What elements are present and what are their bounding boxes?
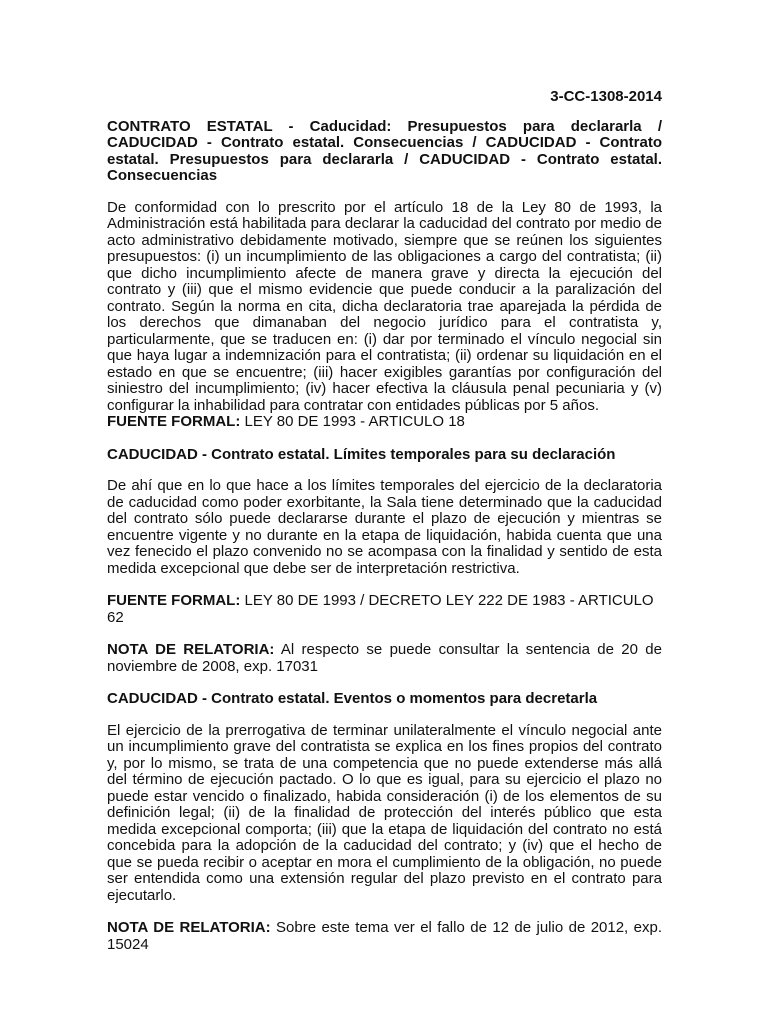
source-line	[107, 414, 662, 431]
case-number: 3-CC-1308-2014	[550, 88, 662, 105]
descriptor-heading: CADUCIDAD - Contrato estatal. Límites temporales para su declaración	[107, 445, 616, 463]
body-paragraph: De ahí que en lo que hace a los límites temporales del ejercicio de la declaratoria de caducidad como poder exorbitante, la Sala tiene determinado que la caducidad del contrato sólo puede declararse durante el plazo de ejecución y mientras se encuentre vigente y no durante en la etapa de liquidación, habida cuenta que una vez fenecido el plazo convenido no se acompasa con la finalidad y sentido de esta medida excepcional que debe ser de interpretación restrictiva.	[107, 477, 662, 577]
document-page	[107, 89, 662, 969]
note-label: NOTA DE RELATORIA:	[107, 641, 275, 658]
source-value: LEY 80 DE 1993 - ARTICULO 18	[240, 413, 465, 430]
source-label: FUENTE FORMAL:	[107, 592, 241, 609]
source-label: FUENTE FORMAL:	[107, 413, 241, 430]
source-value: LEY 80 DE 1993 / DECRETO LEY 222 DE 1983 - ARTICULO 62	[107, 592, 654, 626]
relatoria-note	[107, 642, 662, 675]
descriptor-heading: CONTRATO ESTATAL - Caducidad: Presupuestos para declararla / CADUCIDAD - Contrato estatal. Consecuencias / CADUCIDAD - Contrato estatal. Presupuestos para declararla / CADUCIDAD - Contrato estatal. Consecuencias	[107, 117, 662, 184]
source-line	[107, 593, 662, 626]
descriptor-heading: CADUCIDAD - Contrato estatal. Eventos o momentos para decretarla	[107, 690, 598, 707]
body-paragraph: El ejercicio de la prerrogativa de terminar unilateralmente el vínculo negocial ante un incumplimiento grave del contratista se explica en los fines propios del contrato y, por lo mismo, se trata de una competencia que no puede extenderse más allá del término de ejecución pactado. O lo que es igual, para su ejercicio el plazo no puede estar vencido o finalizado, habida consideración (i) de los elementos de su definición legal; (ii) de la finalidad de protección del interés público que esta medida excepcional comporta; (iii) que la etapa de liquidación del contrato no está concebida para la adopción de la caducidad del contrato; y (iv) que el hecho de que se pueda recibir o aceptar en mora el cumplimiento de la obligación, no puede ser entendida como una extensión regular del plazo previsto en el contrato para ejecutarlo.	[107, 721, 662, 904]
note-label: NOTA DE RELATORIA:	[107, 919, 271, 936]
note-value: Al respecto se puede consultar la sentencia de 20 de noviembre de 2008, exp. 17031	[107, 641, 662, 675]
relatoria-note	[107, 920, 662, 953]
body-paragraph: De conformidad con lo prescrito por el artículo 18 de la Ley 80 de 1993, la Administración está habilitada para declarar la caducidad del contrato por medio de acto administrativo debidamente motivado, siempre que se reúnen los siguientes presupuestos: (i) un incumplimiento de las obligaciones a cargo del contratista; (ii) que dicho incumplimiento afecte de manera grave y directa la ejecución del contrato y (iii) que el mismo evidencie que puede conducir a la paralización del contrato. Según la norma en cita, dicha declaratoria trae aparejada la pérdida de los derechos que dimanaban del negocio jurídico para el contratista y, particularmente, que se traducen en: (i) dar por terminado el vínculo negocial sin que haya lugar a indemnización para el contratista; (ii) ordenar su liquidación en el estado en que se encuentre; (iii) hacer exigibles garantías por configuración del siniestro del incumplimiento; (iv) hacer efectiva la cláusula penal pecuniaria y (v) configurar la inhabilidad para contratar con entidades públicas por 5 años.	[107, 198, 662, 414]
note-value: Sobre este tema ver el fallo de 12 de julio de 2012, exp. 15024	[107, 919, 662, 953]
